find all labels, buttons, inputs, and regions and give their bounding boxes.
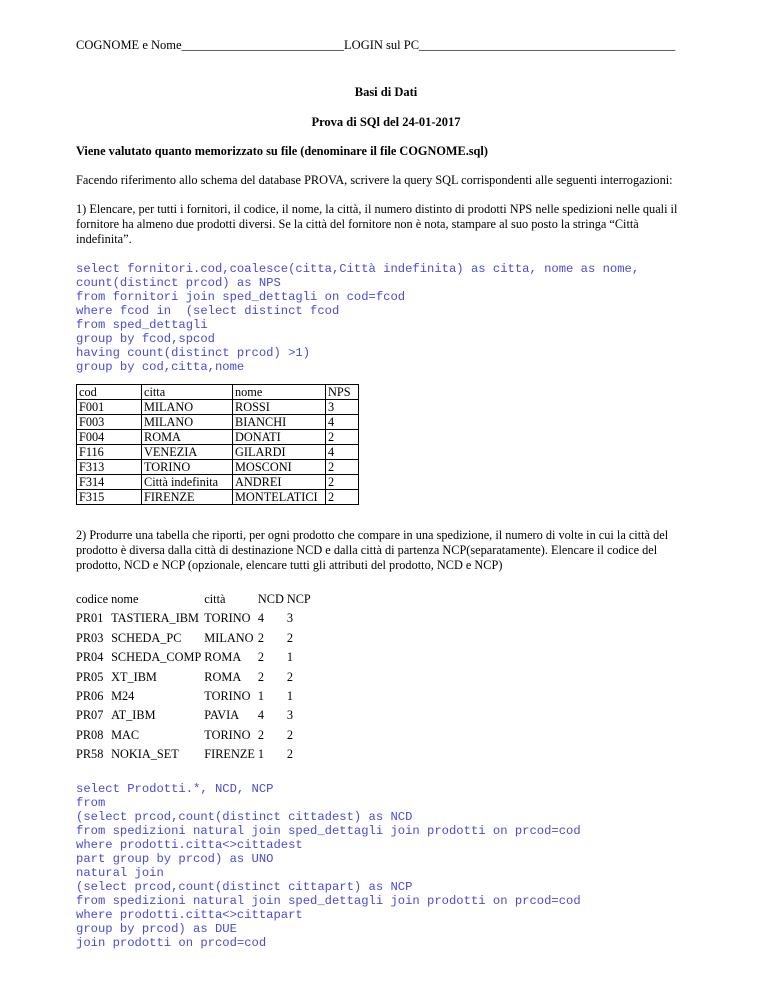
table-cell: F314 <box>77 475 142 490</box>
table-row <box>76 706 314 725</box>
table-cell: F313 <box>77 460 142 475</box>
table-cell: SCHEDA_PC <box>111 630 182 645</box>
table-cell: 2 <box>326 460 359 475</box>
table-cell: MILANO <box>142 415 233 430</box>
exam-title: Prova di SQl del 24-01-2017 <box>311 115 461 129</box>
table-cell: PR58 <box>76 747 104 762</box>
table-header-row <box>77 385 359 400</box>
table-cell: 2 <box>286 747 293 762</box>
query-1-sql: select fornitori.cod,coalesce(citta,Città indefinita) as citta, nome as nome, count(distinct prcod) as NPS from fornitori join sped_dettagli on cod=fcod where fcod in (select distinct fcod from sped_dettagli group by fcod,spcod having count(distinct prcod) >1) group by cod,citta,nome <box>76 262 640 374</box>
table-cell: ANDREI <box>233 475 326 490</box>
table-row <box>77 460 359 475</box>
table-cell: MILANO <box>204 630 254 645</box>
table-cell: PR04 <box>76 650 104 665</box>
table-row <box>77 415 359 430</box>
table-cell: nome <box>111 592 139 606</box>
table-cell: ROMA <box>204 650 242 665</box>
table-cell: NOKIA_SET <box>111 747 179 762</box>
result-table-1 <box>76 384 359 505</box>
question-1: 1) Elencare, per tutti i fornitori, il codice, il nome, la città, il numero distinto di prodotti NPS nelle spedizioni nelle quali il fornitore ha almeno due prodotti diversi. Se la città del fornitore non è nota, stampare al suo posto la stringa “Città indefinita”. <box>76 202 678 246</box>
table-cell: Città indefinita <box>142 475 233 490</box>
table-cell: F004 <box>77 430 142 445</box>
table-cell: 3 <box>286 611 293 626</box>
table-cell: M24 <box>111 689 135 704</box>
table-cell: MAC <box>111 727 140 742</box>
table-row <box>77 430 359 445</box>
table-cell: TASTIERA_IBM <box>111 611 199 626</box>
table-cell: 1 <box>257 747 265 762</box>
table-cell: 3 <box>326 400 359 415</box>
table-cell: FIRENZE <box>204 747 255 762</box>
intro-paragraph: Facendo riferimento allo schema del database PROVA, scrivere la query SQL corrispondenti alle seguenti interrogazioni: <box>76 173 673 187</box>
table-cell: 2 <box>286 630 293 645</box>
notice: Viene valutato quanto memorizzato su file (denominare il file COGNOME.sql) <box>76 144 488 158</box>
table-cell: MONTELATICI <box>233 490 326 505</box>
table-cell: ROMA <box>204 669 242 684</box>
table-row <box>76 629 314 648</box>
table-cell: F315 <box>77 490 142 505</box>
table-cell: SCHEDA_COMP <box>111 650 202 665</box>
table-row <box>76 687 314 706</box>
table-row <box>77 445 359 460</box>
table-cell: PR05 <box>76 669 104 684</box>
table-cell: ROMA <box>142 430 233 445</box>
table-cell: 2 <box>326 490 359 505</box>
table-header-row <box>76 590 314 609</box>
table-cell: PR08 <box>76 727 104 742</box>
table-cell: 4 <box>326 445 359 460</box>
table-row <box>76 726 314 745</box>
document-page <box>76 38 696 950</box>
table-row <box>76 745 314 764</box>
table-cell: NCP <box>286 592 311 606</box>
table-row <box>76 648 314 667</box>
table-cell: 2 <box>326 475 359 490</box>
name-login-line: COGNOME e Nome__________________________LOGIN sul PC_________________________________________ <box>76 38 676 52</box>
table-cell: PR03 <box>76 630 104 645</box>
result-table-2 <box>76 590 314 765</box>
question-2: 2) Produrre una tabella che riporti, per ogni prodotto che compare in una spedizione, il numero di volte in cui la città del prodotto è diversa dalla città di destinazione NCD e dalla città di partenza NCP(separatamente). Elencare il codice del prodotto, NCD e NCP (opzionale, elencare tutti gli attributi del prodotto, NCD e NCP) <box>76 528 669 572</box>
table-cell: GILARDI <box>233 445 326 460</box>
table-cell: DONATI <box>233 430 326 445</box>
table-cell: 1 <box>257 689 265 704</box>
table-cell: NPS <box>326 385 359 400</box>
table-cell: PR06 <box>76 689 104 704</box>
table-cell: 1 <box>286 650 293 665</box>
table-cell: PAVIA <box>204 708 240 723</box>
table-cell: 4 <box>257 708 265 723</box>
table-cell: citta <box>142 385 233 400</box>
table-cell: 2 <box>326 430 359 445</box>
table-cell: 2 <box>257 669 265 684</box>
table-cell: MOSCONI <box>233 460 326 475</box>
table-cell: FIRENZE <box>142 490 233 505</box>
table-cell: 2 <box>257 630 265 645</box>
table-cell: TORINO <box>204 727 251 742</box>
table-cell: codice <box>76 592 109 606</box>
table-row <box>76 609 314 628</box>
table-cell: TORINO <box>142 460 233 475</box>
table-cell: NCD <box>257 592 284 606</box>
course-title: Basi di Dati <box>354 85 418 99</box>
table-cell: 4 <box>326 415 359 430</box>
table-cell: F001 <box>77 400 142 415</box>
table-cell: 2 <box>257 727 265 742</box>
table-cell: TORINO <box>204 611 251 626</box>
table-cell: 2 <box>286 669 293 684</box>
query-2-sql: select Prodotti.*, NCD, NCP from (select prcod,count(distinct cittadest) as NCD from spedizioni natural join sped_dettagli join prodotti on prcod=cod where prodotti.citta<>cittadest part group by prcod) as UNO natural join (select prcod,count(distinct cittapart) as NCP from spedizioni natural join sped_dettagli join prodotti on prcod=cod where prodotti.citta<>cittapart group by prcod) as DUE join prodotti on prcod=cod <box>76 781 581 950</box>
table-cell: F116 <box>77 445 142 460</box>
table-cell: 4 <box>257 611 265 626</box>
table-cell: 2 <box>257 650 265 665</box>
table-cell: città <box>204 592 226 606</box>
table-cell: ROSSI <box>233 400 326 415</box>
table-row <box>77 475 359 490</box>
table-cell: VENEZIA <box>142 445 233 460</box>
table-cell: PR07 <box>76 708 104 723</box>
table-cell: XT_IBM <box>111 669 157 684</box>
table-row <box>77 490 359 505</box>
table-row <box>76 668 314 687</box>
table-cell: BIANCHI <box>233 415 326 430</box>
table-cell: 3 <box>286 708 293 723</box>
table-cell: AT_IBM <box>111 708 156 723</box>
table-cell: 1 <box>286 689 293 704</box>
table-cell: PR01 <box>76 611 104 626</box>
table-cell: cod <box>77 385 142 400</box>
table-row <box>77 400 359 415</box>
table-cell: 2 <box>286 727 293 742</box>
table-cell: TORINO <box>204 689 251 704</box>
table-cell: nome <box>233 385 326 400</box>
table-cell: F003 <box>77 415 142 430</box>
table-cell: MILANO <box>142 400 233 415</box>
